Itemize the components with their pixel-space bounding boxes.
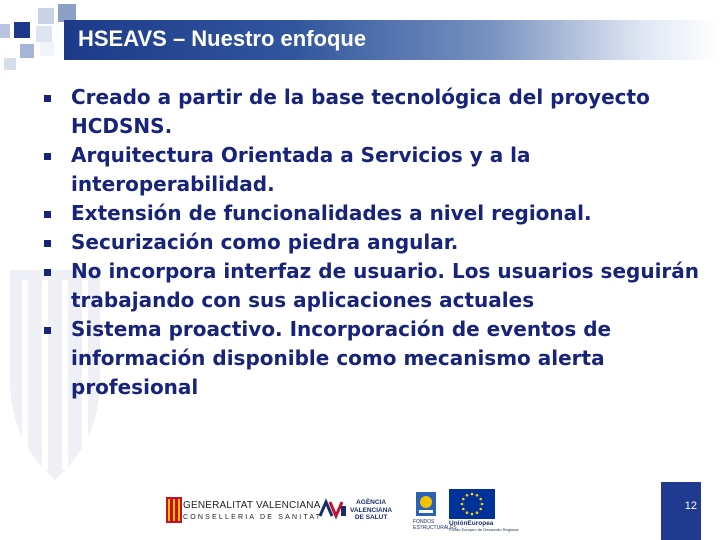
bullet-square-icon [44, 269, 51, 276]
bullet-item [40, 199, 700, 228]
bullet-text: Arquitectura Orientada a Servicios y a la interoperabilidad. [71, 143, 531, 196]
european-union-flag-icon [449, 489, 495, 519]
bullet-square-icon [44, 211, 51, 218]
bullet-text: Sistema proactivo. Incorporación de eventos de información disponible como mecanismo alerta profesional [71, 317, 612, 399]
generalitat-valenciana-logo-icon [166, 497, 182, 523]
page-number: 12 [684, 500, 697, 512]
bullet-square-icon [44, 240, 51, 247]
bullet-item [40, 141, 700, 199]
bullet-item [40, 257, 700, 315]
bullet-square-icon [44, 153, 51, 160]
bullet-text: Securización como piedra angular. [71, 230, 459, 254]
bullet-item [40, 228, 700, 257]
fondos-estructurales-text: FONDOS ESTRUCTURALES [413, 519, 457, 531]
bullet-square-icon [44, 327, 51, 334]
feder-text: Fondo Europeo de Desarrollo Regional [449, 527, 519, 532]
bullet-text: No incorpora interfaz de usuario. Los usuarios seguirán trabajando con sus aplicaciones actuales [71, 259, 700, 312]
union-europea-text: UniónEuropea [449, 520, 494, 527]
bullet-item [40, 83, 700, 141]
slide-title: HSEAVS – Nuestro enfoque [78, 26, 367, 51]
bullet-text: Extensión de funcionalidades a nivel regional. [71, 201, 592, 225]
bullet-square-icon [44, 95, 51, 102]
agencia-valenciana-salut-logo-icon [319, 498, 347, 522]
bullet-item [40, 315, 700, 402]
fondos-estructurales-logo-icon [414, 490, 438, 518]
agencia-valenciana-salut-text: AGÈNCIA VALENCIANA DE SALUT [350, 499, 393, 521]
conselleria-de-sanitat-text: CONSELLERIA DE SANITAT [183, 514, 323, 521]
bullet-list [40, 83, 700, 402]
generalitat-valenciana-text: GENERALITAT VALENCIANA [183, 500, 321, 511]
bullet-text: Creado a partir de la base tecnológica del proyecto HCDSNS. [71, 85, 650, 138]
